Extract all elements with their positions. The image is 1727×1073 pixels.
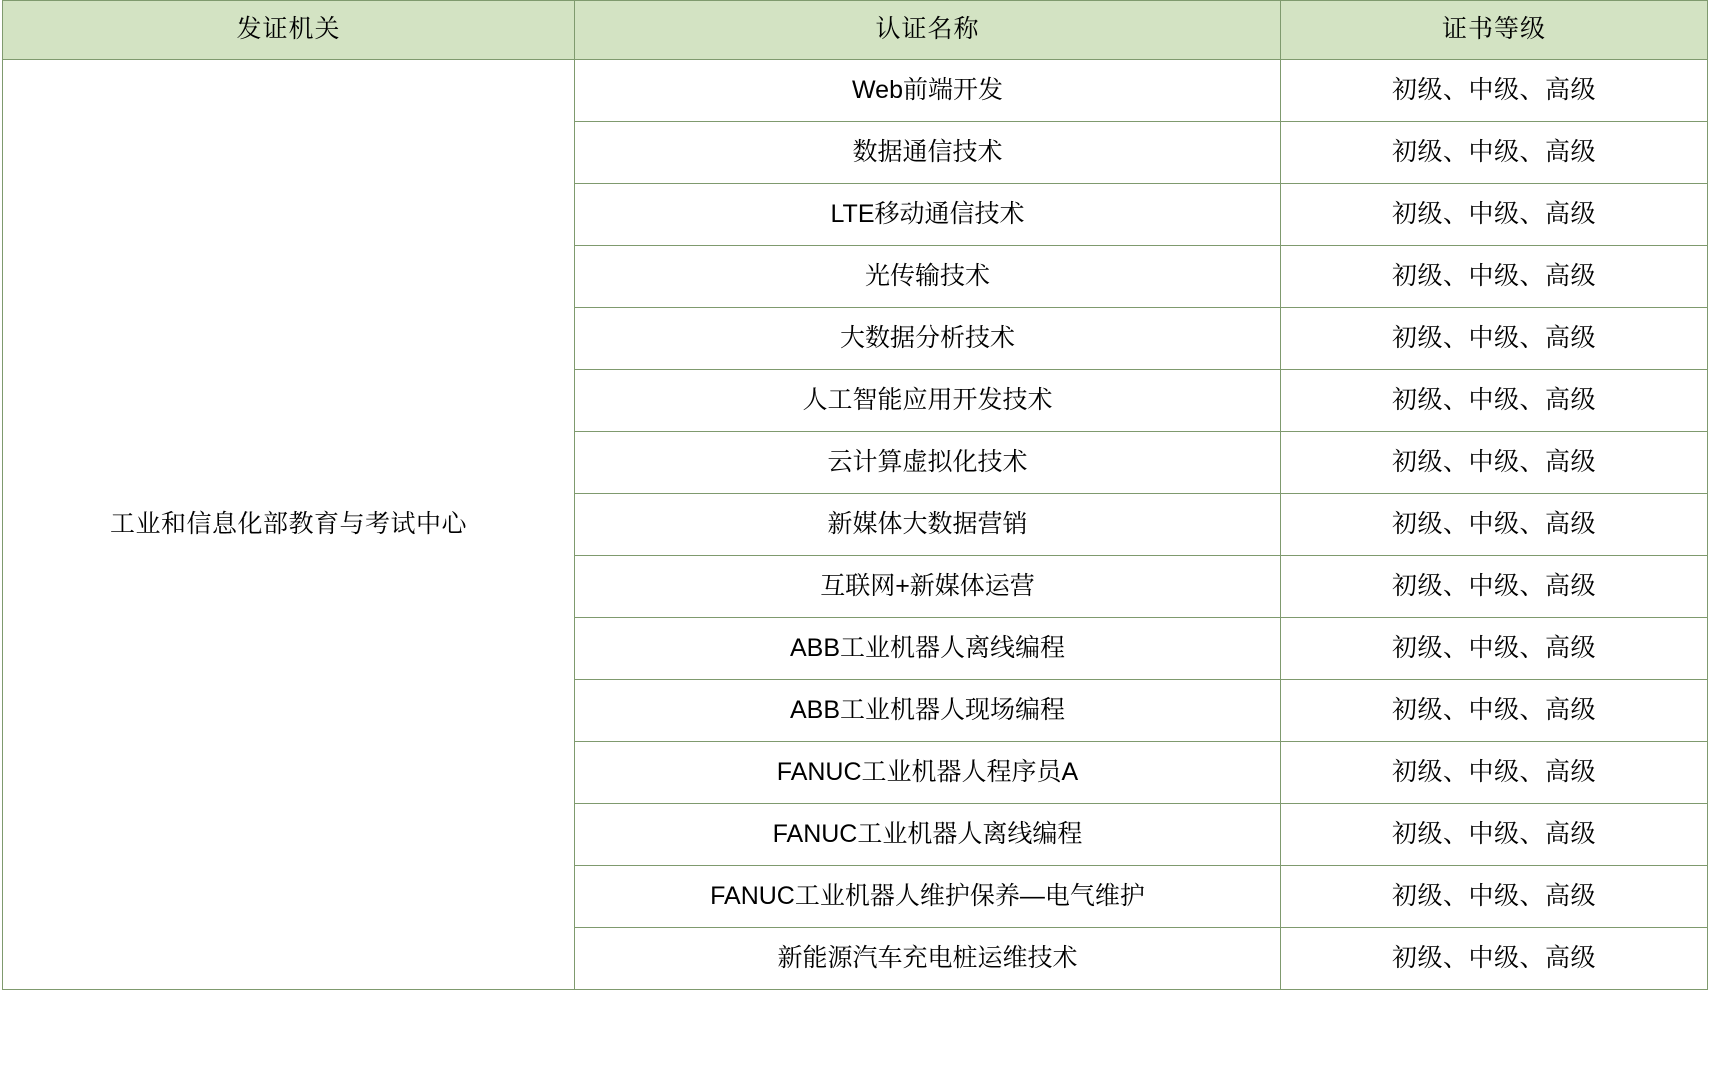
- certification-level: 初级、中级、高级: [1281, 556, 1708, 618]
- certification-name: 新能源汽车充电桩运维技术: [575, 928, 1281, 990]
- certification-level: 初级、中级、高级: [1281, 804, 1708, 866]
- certification-name: 光传输技术: [575, 246, 1281, 308]
- certification-level: 初级、中级、高级: [1281, 618, 1708, 680]
- certification-name: 新媒体大数据营销: [575, 494, 1281, 556]
- certification-level: 初级、中级、高级: [1281, 928, 1708, 990]
- issuer-cell: 工业和信息化部教育与考试中心: [3, 60, 575, 990]
- certification-name: ABB工业机器人现场编程: [575, 680, 1281, 742]
- certification-name: Web前端开发: [575, 60, 1281, 122]
- header-row: [3, 1, 1708, 60]
- certification-level: 初级、中级、高级: [1281, 742, 1708, 804]
- certification-level: 初级、中级、高级: [1281, 122, 1708, 184]
- certification-level: 初级、中级、高级: [1281, 370, 1708, 432]
- certification-level: 初级、中级、高级: [1281, 308, 1708, 370]
- certification-name: 互联网+新媒体运营: [575, 556, 1281, 618]
- certification-name: FANUC工业机器人离线编程: [575, 804, 1281, 866]
- certification-level: 初级、中级、高级: [1281, 680, 1708, 742]
- table-body: [3, 60, 1708, 990]
- certification-level: 初级、中级、高级: [1281, 246, 1708, 308]
- certification-name: LTE移动通信技术: [575, 184, 1281, 246]
- certification-name: FANUC工业机器人维护保养—电气维护: [575, 866, 1281, 928]
- column-header-name: 认证名称: [575, 1, 1281, 60]
- table-header: [3, 1, 1708, 60]
- certification-level: 初级、中级、高级: [1281, 184, 1708, 246]
- certification-name: 云计算虚拟化技术: [575, 432, 1281, 494]
- certification-level: 初级、中级、高级: [1281, 432, 1708, 494]
- certification-name: 数据通信技术: [575, 122, 1281, 184]
- certification-table: [2, 0, 1708, 990]
- certification-name: 人工智能应用开发技术: [575, 370, 1281, 432]
- column-header-level: 证书等级: [1281, 1, 1708, 60]
- certification-name: FANUC工业机器人程序员A: [575, 742, 1281, 804]
- certification-name: 大数据分析技术: [575, 308, 1281, 370]
- certification-level: 初级、中级、高级: [1281, 60, 1708, 122]
- table-row: [3, 60, 1708, 122]
- certification-level: 初级、中级、高级: [1281, 494, 1708, 556]
- column-header-issuer: 发证机关: [3, 1, 575, 60]
- certification-name: ABB工业机器人离线编程: [575, 618, 1281, 680]
- certification-level: 初级、中级、高级: [1281, 866, 1708, 928]
